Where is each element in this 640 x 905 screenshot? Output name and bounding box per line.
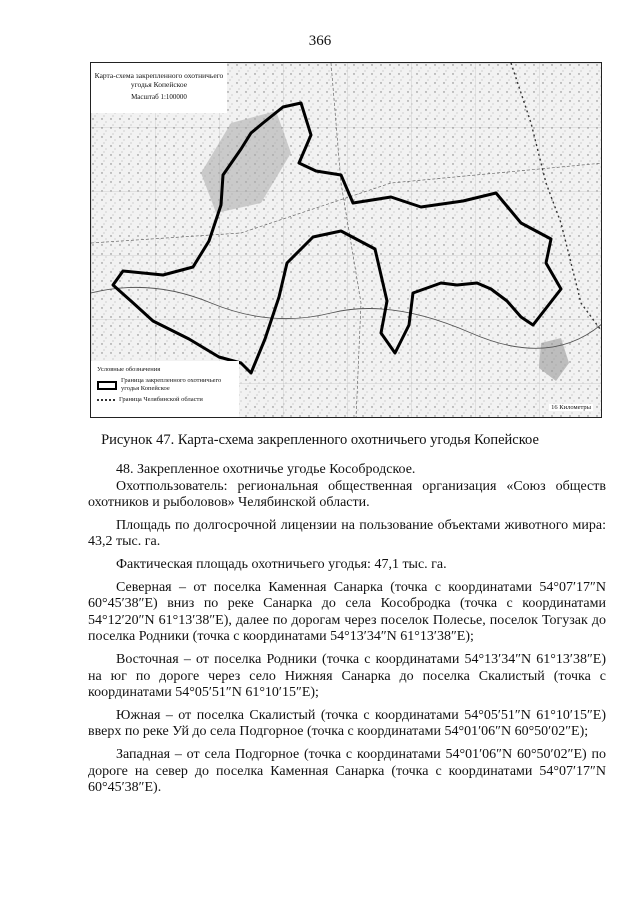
- map-scalebar-label: 16 Километры: [551, 404, 591, 411]
- hunting-ground-map: [90, 62, 602, 418]
- paragraph-area-license: Площадь по долгосрочной лицензии на пользование объектами животного мира: 43,2 тыс. га.: [88, 517, 606, 550]
- map-title-box: [91, 63, 227, 113]
- map-legend: [91, 361, 239, 417]
- section-heading: 48. Закрепленное охотничье угодье Кособродское.: [116, 462, 416, 477]
- paragraph-north-boundary: Северная – от поселка Каменная Санарка (точка с координатами 54°07′17″N 60°45′38″E) вниз по реке Санарка до села Кособродка (точка с координатами 54°12′20″N 61°13′38″E), далее по дорогам через поселок Полесье, поселок Тогузак до поселка Родники (точка с координатами 54°13′34″N 61°13′38″E);: [88, 579, 606, 645]
- legend-item: [97, 396, 233, 404]
- paragraph-user: Охотпользователь: региональная общественная организация «Союз обществ охотников и рыболовов» Челябинской области.: [88, 478, 606, 511]
- paragraph-east-boundary: Восточная – от поселка Родники (точка с координатами 54°13′34″N 61°13′38″E) на юг по дороге через село Нижняя Санарка до поселка Скалистый (точка с координатами 54°05′51″N 61°10′15″E);: [88, 651, 606, 701]
- legend-item-label: Граница закрепленного охотничьего угодья Копейское: [121, 377, 222, 392]
- legend-item: [97, 377, 233, 393]
- paragraph-south-boundary: Южная – от поселка Скалистый (точка с координатами 54°05′51″N 61°10′15″E) вверх по реке Уй до села Подгорное (точка с координатами 54°01′06″N 60°50′02″E);: [88, 707, 606, 740]
- map-title: Карта-схема закрепленного охотничьего угодья Копейское: [94, 71, 224, 89]
- legend-item-label: Граница Челябинской области: [119, 396, 203, 403]
- map-scale: Масштаб 1:100000: [131, 93, 187, 101]
- legend-title: Условные обозначения: [97, 366, 161, 373]
- section-body: [88, 462, 606, 797]
- dotted-line-swatch-icon: [97, 399, 115, 401]
- paragraph-west-boundary: Западная – от села Подгорное (точка с координатами 54°01′06″N 60°50′02″E) по дороге на север до поселка Каменная Санарка (точка с координатами 54°07′17″N 60°45′38″E).: [88, 746, 606, 796]
- paragraph-area-actual: Фактическая площадь охотничьего угодья: 47,1 тыс. га.: [116, 556, 447, 572]
- figure-caption: Рисунок 47. Карта-схема закрепленного охотничьего угодья Копейское: [101, 432, 539, 448]
- thick-line-swatch-icon: [97, 381, 117, 390]
- page-number: 366: [308, 33, 332, 49]
